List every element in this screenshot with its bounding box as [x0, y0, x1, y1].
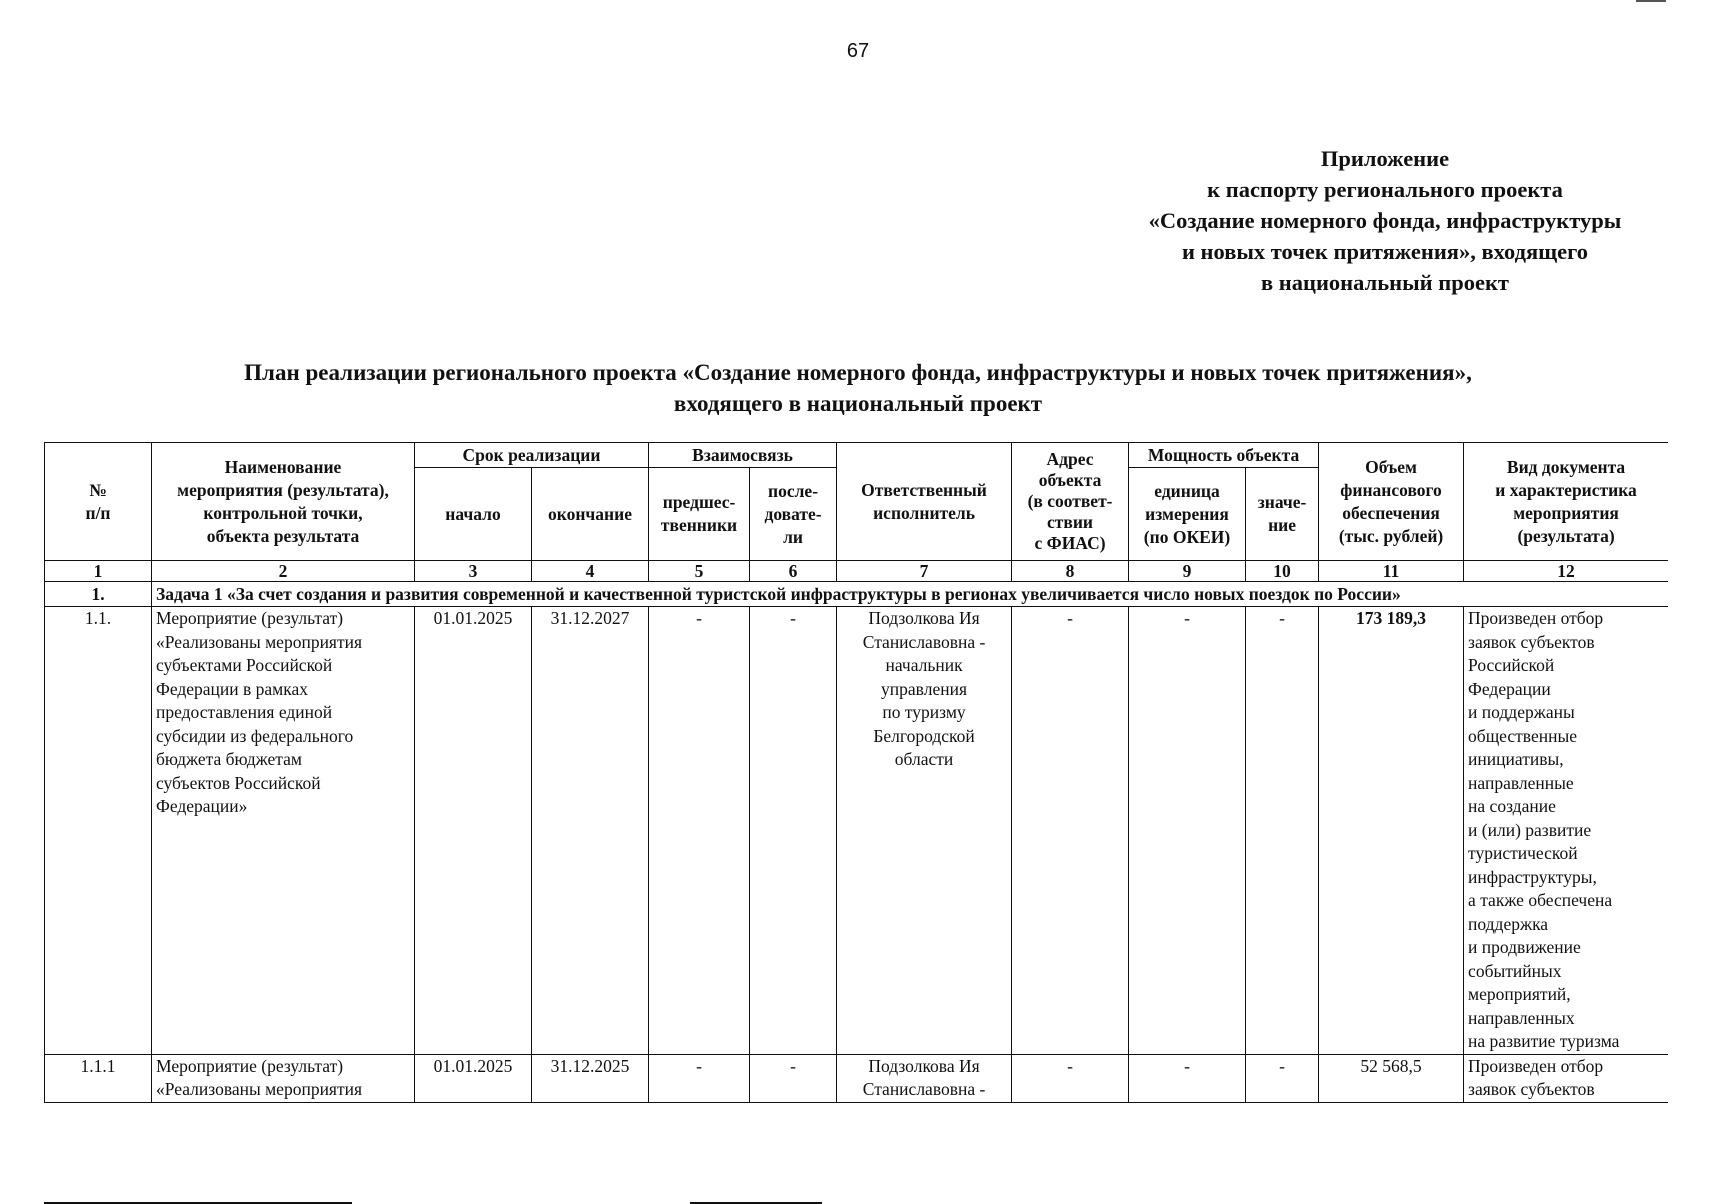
header-name: Наименование мероприятия (результата), контрольной точки, объекта результата	[152, 443, 415, 561]
header-capacity: Мощность объекта	[1129, 443, 1319, 468]
column-number: 3	[415, 561, 532, 582]
row-successors: -	[750, 607, 837, 1055]
appendix-line: в национальный проект	[1261, 270, 1509, 295]
header-start: начало	[415, 468, 532, 561]
header-value: значе- ние	[1246, 468, 1319, 561]
row-finance: 52 568,5	[1319, 1054, 1464, 1102]
column-number: 9	[1129, 561, 1246, 582]
appendix-line: и новых точек притяжения», входящего	[1181, 239, 1589, 264]
row-number: 1.1.1	[45, 1054, 152, 1102]
row-name: Мероприятие (результат) «Реализованы мероприятия субъектами Российской Федерации в рамках предоставления единой субсидии из федерального бюджета бюджетам субъектов Российской Федерации»	[152, 607, 415, 1055]
row-responsible: Подзолкова Ия Станиславовна -	[837, 1054, 1012, 1102]
page-number: 67	[846, 40, 870, 62]
row-unit: -	[1129, 1054, 1246, 1102]
column-number: 4	[532, 561, 649, 582]
row-start: 01.01.2025	[415, 607, 532, 1055]
task-row	[45, 582, 1669, 607]
top-edge-mark	[1636, 0, 1666, 2]
table-row	[45, 1054, 1669, 1102]
plan-title	[0, 357, 1716, 419]
column-number: 7	[837, 561, 1012, 582]
column-number: 6	[750, 561, 837, 582]
column-number: 10	[1246, 561, 1319, 582]
column-number: 5	[649, 561, 750, 582]
column-number: 2	[152, 561, 415, 582]
row-unit: -	[1129, 607, 1246, 1055]
column-number-row	[45, 561, 1669, 582]
header-term: Срок реализации	[415, 443, 649, 468]
header-predecessors: предшес- твенники	[649, 468, 750, 561]
row-number: 1.1.	[45, 607, 152, 1055]
column-number: 12	[1464, 561, 1668, 582]
plan-title-line: входящего в национальный проект	[673, 391, 1043, 416]
row-successors: -	[750, 1054, 837, 1102]
row-value: -	[1246, 607, 1319, 1055]
row-responsible: Подзолкова Ия Станиславовна - начальник управления по туризму Белгородской области	[837, 607, 1012, 1055]
plan-table-container	[44, 442, 1668, 1104]
row-predecessors: -	[649, 1054, 750, 1102]
row-document: Произведен отбор заявок субъектов Российской Федерации и поддержаны общественные инициативы, направленные на создание и (или) развитие туристической инфраструктуры, а также обеспечена поддержка и продвижение событийных мероприятий, направленных на развитие туризма	[1464, 607, 1668, 1055]
row-start: 01.01.2025	[415, 1054, 532, 1102]
column-number: 11	[1319, 561, 1464, 582]
header-unit: единица измерения (по ОКЕИ)	[1129, 468, 1246, 561]
appendix-line: Приложение	[1320, 146, 1450, 171]
plan-table	[44, 442, 1668, 1103]
row-value: -	[1246, 1054, 1319, 1102]
column-number: 1	[45, 561, 152, 582]
header-address: Адрес объекта (в соответ- ствии с ФИАС)	[1012, 443, 1129, 561]
column-number: 8	[1012, 561, 1129, 582]
row-end: 31.12.2025	[532, 1054, 649, 1102]
appendix-line: «Создание номерного фонда, инфраструктуры	[1148, 208, 1622, 233]
appendix-line: к паспорту регионального проекта	[1207, 177, 1563, 202]
header-document: Вид документа и характеристика мероприятия (результата)	[1464, 443, 1668, 561]
row-address: -	[1012, 607, 1129, 1055]
row-document: Произведен отбор заявок субъектов	[1464, 1054, 1668, 1102]
plan-title-line: План реализации регионального проекта «Создание номерного фонда, инфраструктуры и новых точек притяжения»,	[244, 360, 1472, 385]
header-successors: после- довате- ли	[750, 468, 837, 561]
header-num: № п/п	[45, 443, 152, 561]
row-name: Мероприятие (результат) «Реализованы мероприятия	[152, 1054, 415, 1102]
header-finance: Объем финансового обеспечения (тыс. рублей)	[1319, 443, 1464, 561]
header-responsible: Ответственный исполнитель	[837, 443, 1012, 561]
task-text: Задача 1 «За счет создания и развития современной и качественной туристской инфраструктуры в регионах увеличивается число новых поездок по России»	[152, 582, 1669, 607]
table-row	[45, 607, 1669, 1055]
task-number: 1.	[45, 582, 152, 607]
header-row-1	[45, 443, 1669, 468]
row-predecessors: -	[649, 607, 750, 1055]
row-end: 31.12.2027	[532, 607, 649, 1055]
header-link: Взаимосвязь	[649, 443, 837, 468]
row-finance: 173 189,3	[1319, 607, 1464, 1055]
header-end: окончание	[532, 468, 649, 561]
row-address: -	[1012, 1054, 1129, 1102]
appendix-block	[1085, 143, 1685, 298]
